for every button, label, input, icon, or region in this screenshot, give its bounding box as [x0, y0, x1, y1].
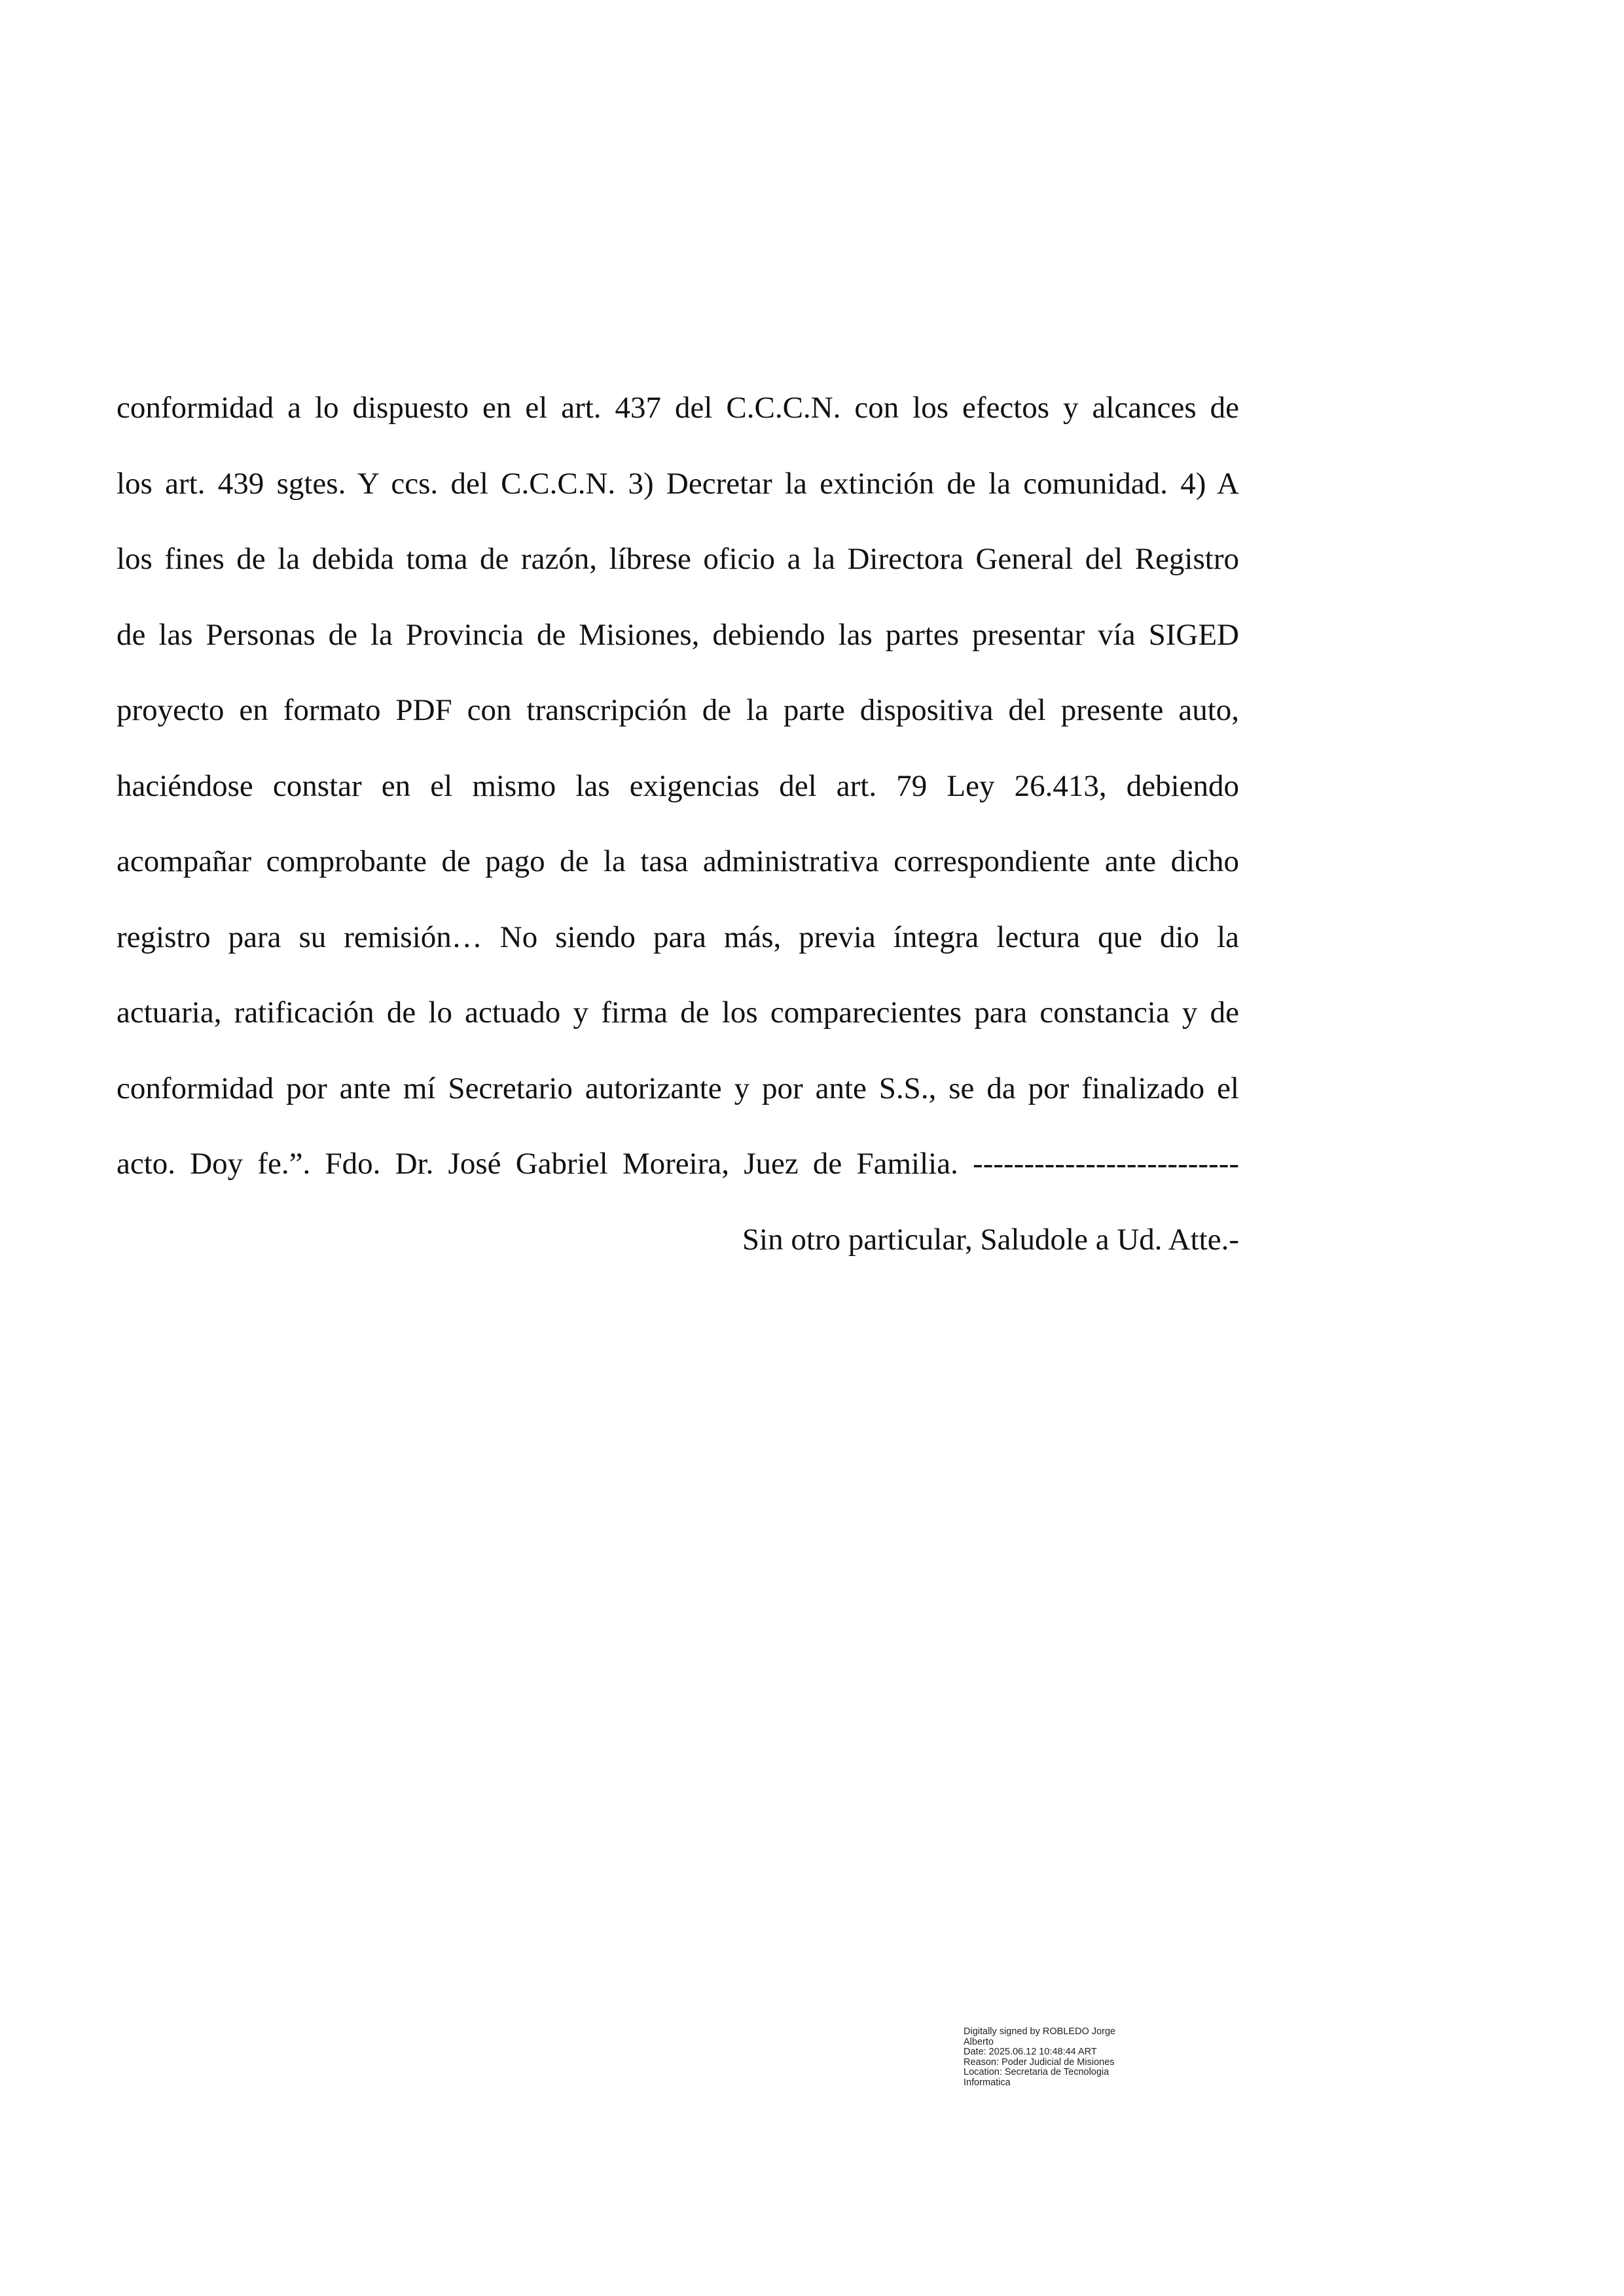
signature-line: Informatica: [964, 2077, 1011, 2088]
signature-line: Reason: Poder Judicial de Misiones: [964, 2056, 1115, 2068]
body-line: los art. 439 sgtes. Y ccs. del C.C.C.N. 3) Decretar la extinción de la comunidad. 4) A: [117, 466, 1239, 501]
document-body: [117, 378, 1239, 1285]
body-line: haciéndose constar en el mismo las exigencias del art. 79 Ley 26.413, debiendo: [117, 768, 1239, 803]
body-line: de las Personas de la Provincia de Misiones, debiendo las partes presentar vía SIGED: [117, 617, 1239, 652]
body-line: conformidad a lo dispuesto en el art. 437 del C.C.C.N. con los efectos y alcances de: [117, 391, 1239, 425]
signature-line: Date: 2025.06.12 10:48:44 ART: [964, 2047, 1097, 2057]
body-line: acompañar comprobante de pago de la tasa administrativa correspondiente ante dicho: [117, 844, 1239, 878]
body-line: registro para su remisión… No siendo para más, previa íntegra lectura que dio la: [117, 920, 1239, 954]
signature-line: Alberto: [964, 2036, 994, 2047]
body-line: los fines de la debida toma de razón, líbrese oficio a la Directora General del Registro: [117, 542, 1239, 576]
body-line: actuaria, ratificación de lo actuado y firma de los comparecientes para constancia y de: [117, 996, 1239, 1030]
body-line: acto. Doy fe.”. Fdo. Dr. José Gabriel Moreira, Juez de Familia. --------------------------: [117, 1147, 1239, 1181]
closing-line: Sin otro particular, Saludole a Ud. Atte.-: [742, 1222, 1239, 1257]
body-line: conformidad por ante mí Secretario autorizante y por ante S.S., se da por finalizado el: [117, 1071, 1239, 1105]
signature-line: Location: Secretaria de Tecnologia: [964, 2067, 1110, 2077]
digital-signature-stamp: [964, 2027, 1180, 2088]
body-line: proyecto en formato PDF con transcripción de la parte dispositiva del presente auto,: [117, 693, 1239, 727]
signature-line: Digitally signed by ROBLEDO Jorge: [964, 2026, 1116, 2037]
